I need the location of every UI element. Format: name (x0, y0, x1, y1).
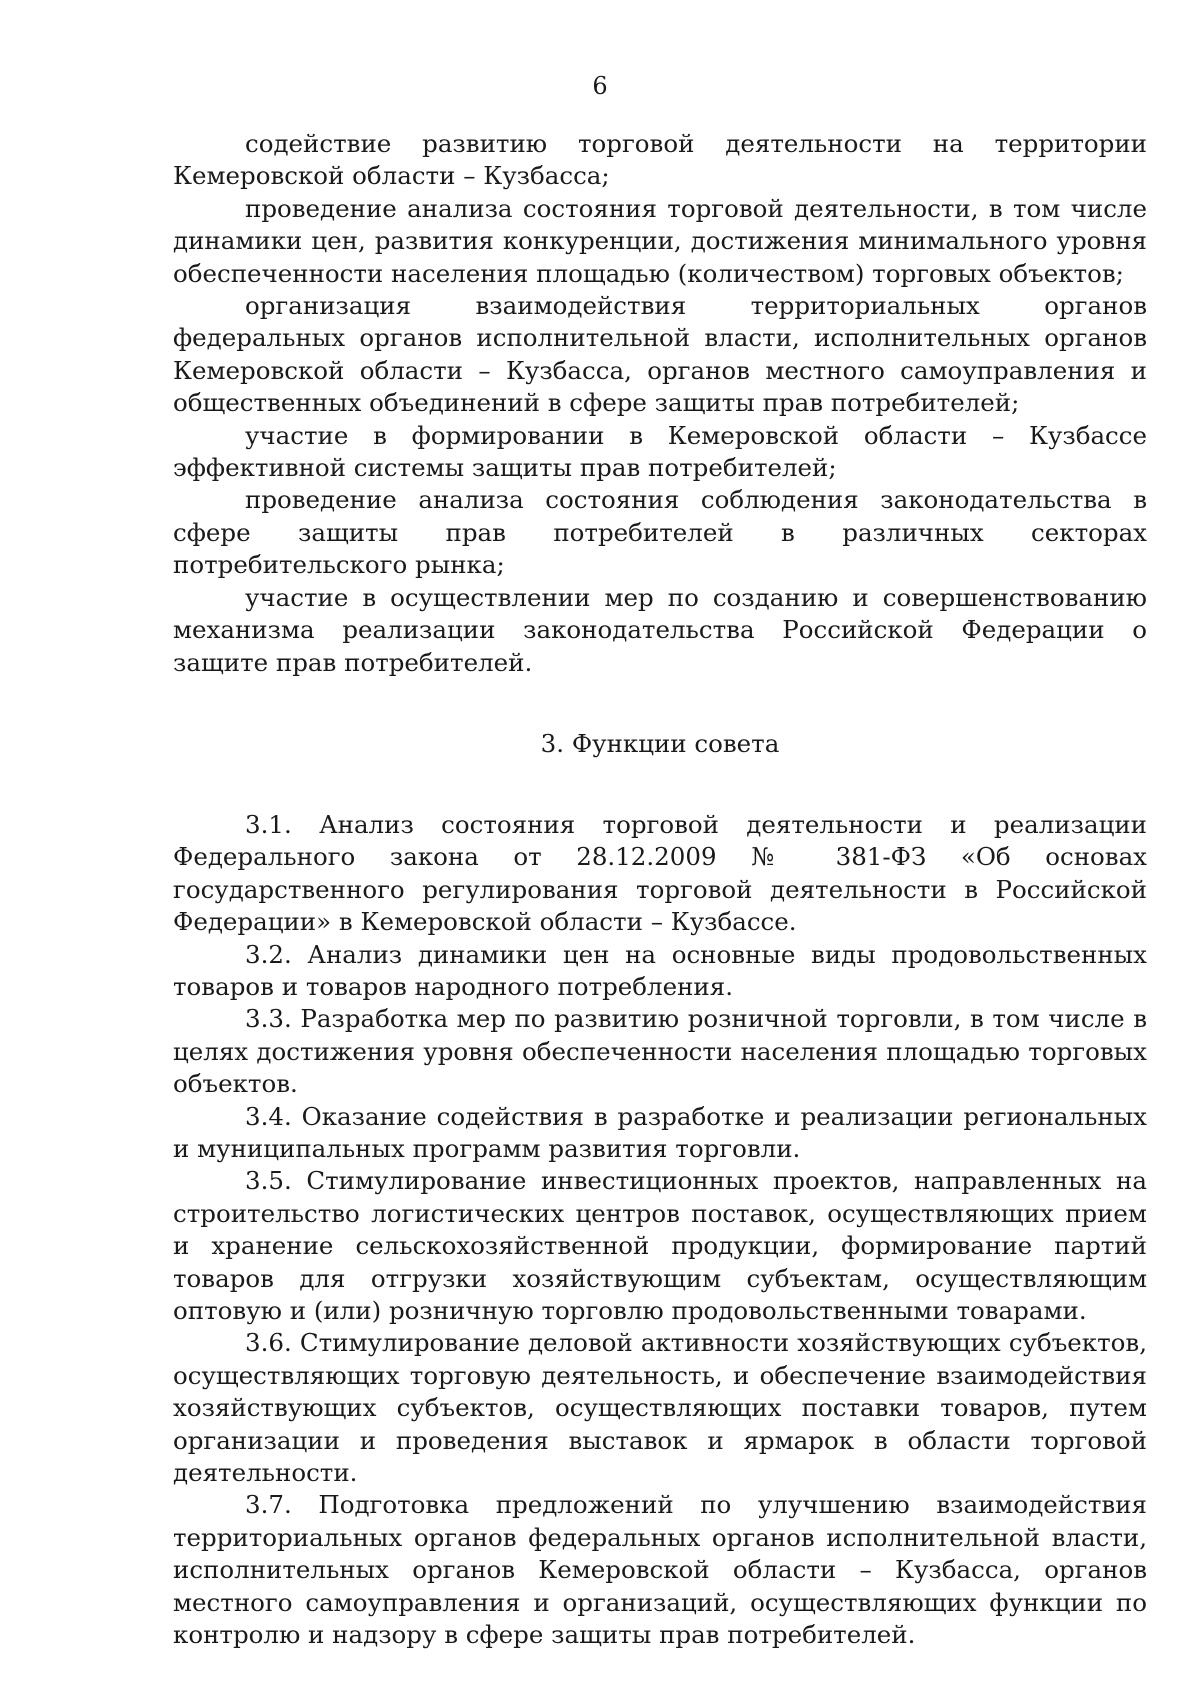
function-item: 3.1. Анализ состояния торговой деятельности и реализации Федерального закона от 28.12.2009 № 381-ФЗ «Об основах государственного регулирования торговой деятельности в Российской Федерации» в Кемеровской области – Кузбассе. (173, 809, 1147, 937)
intro-item: участие в осуществлении мер по созданию и совершенствованию механизма реализации законодательства Российской Федерации о защите прав потребителей. (173, 582, 1147, 677)
intro-item: проведение анализа состояния торговой деятельности, в том числе динамики цен, развития конкуренции, достижения минимального уровня обеспеченности населения площадью (количеством) торговых объектов; (173, 193, 1147, 288)
intro-item: содействие развитию торговой деятельности на территории Кемеровской области – Кузбасса; (173, 129, 1147, 191)
intro-item: проведение анализа состояния соблюдения законодательства в сфере защиты прав потребителей в различных секторах потребительского рынка; (173, 485, 1147, 580)
function-item: 3.7. Подготовка предложений по улучшению взаимодействия территориальных органов федеральных органов исполнительной власти, исполнительных органов Кемеровской области – Кузбасса, органов местного самоуправления и организаций, осуществляющих функции по контролю и надзору в сфере защиты прав потребителей. (173, 1490, 1147, 1650)
page-number: 6 (592, 72, 608, 100)
function-item: 3.5. Стимулирование инвестиционных проектов, направленных на строительство логистических центров поставок, осуществляющих прием и хранение сельскохозяйственной продукции, формирование партий товаров для отгрузки хозяйствующим субъектам, осуществляющим оптовую и (или) розничную торговлю продовольственными товарами. (173, 1166, 1147, 1325)
document-body (173, 128, 1147, 1651)
function-item: 3.2. Анализ динамики цен на основные виды продовольственных товаров и товаров народного потребления. (173, 939, 1147, 1001)
function-item: 3.3. Разработка мер по развитию розничной торговли, в том числе в целях достижения уровня обеспеченности населения площадью торговых объектов. (173, 1004, 1147, 1099)
section-title: 3. Функции совета (540, 728, 780, 758)
intro-item: организация взаимодействия территориальных органов федеральных органов исполнительной власти, исполнительных органов Кемеровской области – Кузбасса, органов местного самоуправления и общественных объединений в сфере защиты прав потребителей; (173, 291, 1147, 418)
function-item: 3.6. Стимулирование деловой активности хозяйствующих субъектов, осуществляющих торговую деятельность, и обеспечение взаимодействия хозяйствующих субъектов, осуществляющих поставки товаров, путем организации и проведения выставок и ярмарок в области торговой деятельности. (173, 1328, 1147, 1488)
function-item: 3.4. Оказание содействия в разработке и реализации региональных и муниципальных программ развития торговли. (173, 1101, 1147, 1163)
intro-item: участие в формировании в Кемеровской области – Кузбассе эффективной системы защиты прав потребителей; (173, 420, 1147, 483)
